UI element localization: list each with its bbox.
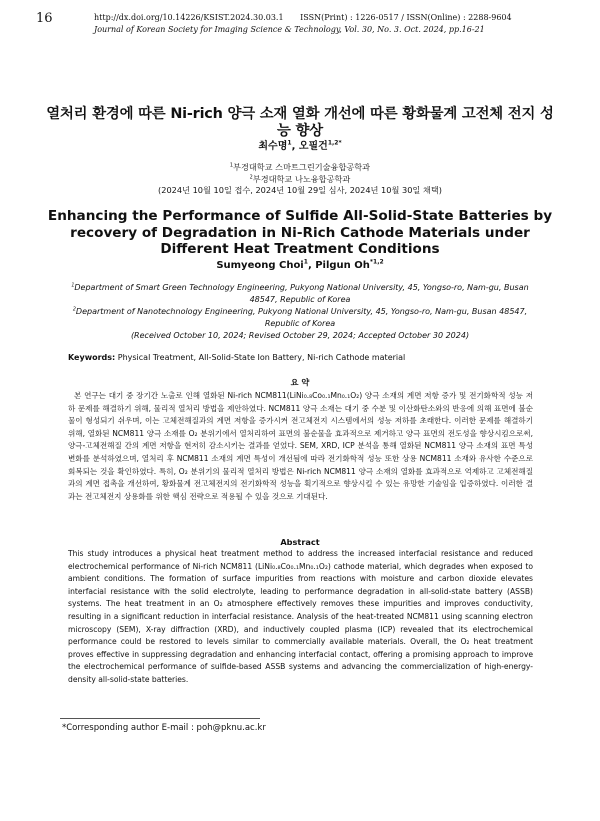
english-author-1-sup: 1: [303, 258, 308, 266]
korean-affil-2: 부경대학교 나노융합공학과: [252, 173, 351, 184]
korean-affil-2-sup: 2: [249, 173, 253, 180]
korean-author-2-sup: 1,2*: [327, 139, 342, 147]
journal-header: [94, 12, 574, 35]
english-author-2-sup: *1,2: [369, 258, 384, 266]
korean-authors: [0, 137, 600, 152]
korean-affil-1: 부경대학교 스마트그린기술융합공학과: [233, 162, 371, 172]
journal-citation: Journal of Korean Society for Imaging Science & Technology, Vol. 30, No. 3. Oct. 2024, pp.16-21: [94, 24, 485, 34]
keywords-label: Keywords:: [68, 353, 116, 362]
korean-abstract-body: 본 연구는 대기 중 장기간 노출로 인해 열화된 Ni-rich NCM811(LiNi₀.₈Co₀.₁Mn₀.₁O₂) 양극 소재의 계면 저항 증가 및 전기화학적 성능 저하 문제를 해결하기 위해, 물리적 열처리 방법을 제안하였다. NCM811 양극 소재는 대기 중 수분 및 이산화탄소와의 반응에 의해 표면에 불순물이 형성되기 쉬우며, 이는 고체전해질과의 계면 저항을 증가시켜 전고체전지 시스템에서의 성능 저하를 초래한다. 이러한 문제를 해결하기 위해, 열화된 NCM811 양극 소재를 O₂ 분위기에서 열처리하여 표면의 불순물을 효과적으로 제거하고 양극 표면의 전도성을 향상시킴으로써, 양극-고체전해질 간의 계면 저항을 현저히 감소시키는 결과를 얻었다. SEM, XRD, ICP 분석을 통해 열화된 NCM811 양극 소재의 표면 특성 변화를 분석하였으며, 열처리 후 NCM811 소재의 계면 특성이 개선됨에 따라 전기화학적 성능 또한 상용 NCM811 소재와 유사한 수준으로 회복되는 것을 확인하였다. 특히, O₂ 분위기의 물리적 열처리 방법은 Ni-rich NCM811 양극 소재의 열화를 효과적으로 억제하고 고체전해질과의 계면 접촉을 개선하여, 황화물계 전고체전지의 전기화학적 성능을 획기적으로 향상시킬 수 있는 유망한 기술임을 입증하였다. 이러한 결과는 전고체전지 상용화를 위한 핵심 전략으로 적용될 수 있을 것으로 기대된다.: [68, 391, 533, 501]
corresponding-author-footnote: *Corresponding author E-mail : poh@pknu.ac.kr: [62, 723, 266, 733]
korean-author-1-sup: 1: [287, 139, 292, 147]
english-affil-2: Department of Nanotechnology Engineering, Pukyong National University, 45, Yongso-ro, Nam-gu, Busan 48547, Republic of Korea: [75, 307, 528, 328]
korean-title: 열처리 환경에 따른 Ni-rich 양극 소재 열화 개선에 따른 황화물계 고전체 전지 성능 향상: [46, 106, 554, 139]
english-author-2: , Pilgun Oh: [307, 260, 370, 271]
issn-line: ISSN(Print) : 1226-0517 / ISSN(Online) : 2288-9604: [300, 13, 512, 22]
english-affil-1: Department of Smart Green Technology Engineering, Pukyong National University, 45, Yongso-ro, Nam-gu, Busan 48547, Republic of Korea: [74, 283, 529, 304]
keywords: [68, 352, 548, 363]
korean-affil-1-sup: 1: [229, 162, 234, 169]
keywords-text: Physical Treatment, All-Solid-State Ion Battery, Ni-rich Cathode material: [115, 353, 406, 362]
footnote-divider: [60, 718, 260, 719]
english-affil-2-sup: 2: [72, 307, 76, 313]
korean-author-1: 최수명: [258, 141, 288, 152]
english-abstract-body: This study introduces a physical heat treatment method to address the increased interfacial resistance and reduced electrochemical performance of Ni-rich NCM811 (LiNi₀.₈Co₀.₁Mn₀.₁O₂) cathode material, which degrades when exposed to ambient conditions. The formation of surface impurities from reactions with moisture and carbon dioxide elevates interfacial resistance with the solid electrolyte, leading to performance degradation in all-solid-state battery (ASSB) systems. The heat treatment in an O₂ atmosphere effectively removes these impurities and improves conductivity, resulting in a significant reduction in interfacial resistance. Analysis of the heat-treated NCM811 using scanning electron microscopy (SEM), X-ray diffraction (XRD), and inductively coupled plasma (ICP) revealed that its electrochemical performance could be restored to levels similar to commercially available materials. Overall, the O₂ heat treatment proves effective in suppressing degradation and enhancing interfacial contact, offering a promising approach to improve the electrochemical performance of sulfide-based ASSB systems and advancing the commercialization of high-energy-density all-solid-state batteries.: [68, 549, 533, 684]
english-authors: [0, 260, 600, 271]
korean-abstract-heading: 요 약: [290, 377, 310, 387]
english-author-1: Sumyeong Choi: [216, 260, 304, 271]
english-title: Enhancing the Performance of Sulfide All-Solid-State Batteries by recovery of Degradation in Ni-Rich Cathode Materials under Different Heat Treatment Conditions: [47, 208, 553, 257]
english-abstract-heading: Abstract: [280, 537, 320, 547]
page-number: 16: [36, 11, 53, 26]
doi-line: http://dx.doi.org/10.14226/KSIST.2024.30.03.1: [94, 13, 284, 22]
english-affil-1-sup: 1: [71, 283, 75, 289]
english-affiliations: [60, 282, 540, 342]
korean-affiliations: [0, 162, 600, 197]
korean-dates: (2024년 10월 10일 접수, 2024년 10월 29일 심사, 2024년 10월 30일 채택): [158, 185, 442, 195]
english-dates: (Received October 10, 2024; Revised October 29, 2024; Accepted October 30 2024): [130, 331, 470, 340]
korean-author-2: , 오필건: [291, 141, 328, 152]
